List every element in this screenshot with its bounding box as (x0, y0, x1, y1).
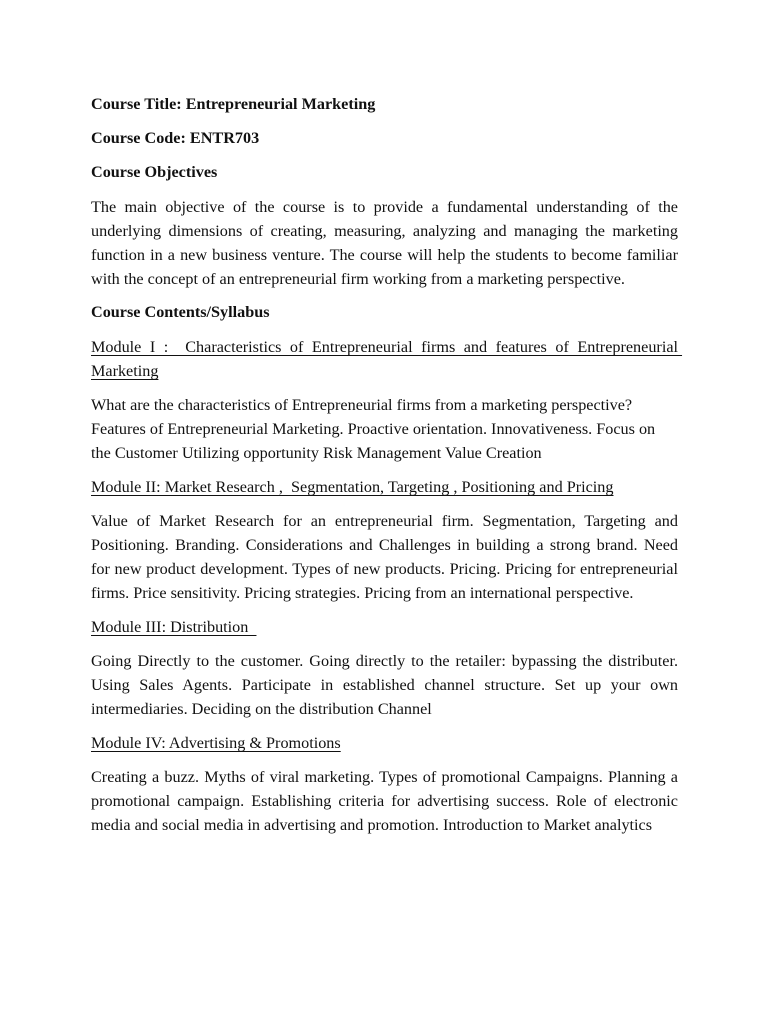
contents-heading: Course Contents/Syllabus (91, 303, 270, 321)
course-title: Course Title: Entrepreneurial Marketing (91, 95, 376, 113)
module-3-title: Module III: Distribution (91, 618, 257, 636)
course-code: Course Code: ENTR703 (91, 129, 260, 147)
module-2-text: Value of Market Research for an entrepreneurial firm. Segmentation, Targeting and Positioning. Branding. Considerations and Challenges in building a strong brand. Need for new product development. Types of new products. Pricing. Pricing for entrepreneurial firms. Price sensitivity. Pricing strategies. Pricing from an international perspective. (91, 512, 678, 602)
module-3-text: Going Directly to the customer. Going directly to the retailer: bypassing the distributer. Using Sales Agents. Participate in established channel structure. Set up your own intermediaries. Deciding on the distribution Channel (91, 652, 678, 718)
document-page (91, 93, 683, 847)
objectives-heading: Course Objectives (91, 163, 218, 181)
objectives-text: The main objective of the course is to provide a fundamental understanding of the underlying dimensions of creating, measuring, analyzing and managing the marketing function in a new business venture. The course will help the students to become familiar with the concept of an entrepreneurial firm working from a marketing perspective. (91, 198, 678, 288)
module-4-text: Creating a buzz. Myths of viral marketing. Types of promotional Campaigns. Planning a promotional campaign. Establishing criteria for advertising success. Role of electronic media and social media in advertising and promotion. Introduction to Market analytics (91, 768, 678, 834)
module-4-title: Module IV: Advertising & Promotions (91, 734, 341, 752)
module-1-text: What are the characteristics of Entrepreneurial firms from a marketing perspective? Features of Entrepreneurial Marketing. Proactive orientation. Innovativeness. Focus on the Customer Utilizing opportunity Risk Management Value Creation (91, 396, 656, 462)
module-2-title: Module II: Market Research , Segmentation, Targeting , Positioning and Pricing (91, 478, 614, 496)
module-1-title: Module I : Characteristics of Entrepreneurial firms and features of Entrepreneurial Marketing (91, 338, 683, 380)
